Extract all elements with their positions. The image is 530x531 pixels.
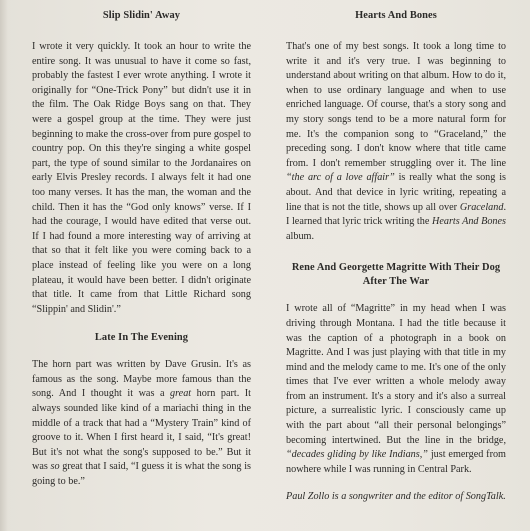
body-text: great that I said, “I guess it is what the song is going to be.”: [32, 461, 251, 488]
article-body-slip-slidin-away: I wrote it very quickly. It took an hour to write the entire song. It was unusual to have it come so fast, probably the fastest I ever wrote anything. I wrote it originally for “One-Trick Pony” but didn't use it in the film. The Oak Ridge Boys sang on that. They were a gospel group at the time. They were just beginning to make the cross-over from pure gospel to country pop. On this they're singing a white gospel part, the type of sound similar to the Jordanaires on early Elvis Presley records. I always felt it had one too many verses. It has the man, the woman and the child. Then it has the “God only knows” verse. If I had the courage, I would have edited that verse out. If I had found a more interesting way of arriving at that so that it felt like you were coming back to a place instead of feeling like you were on a long plateau, it would have been better. I didn't originate that title. It came from that Little Richard song “Slippin' and Slidin'.”: [32, 41, 251, 315]
body-text: album.: [286, 230, 315, 242]
emphasis-text: “the arc of a love affair”: [286, 172, 395, 184]
article-body-hearts-and-bones: [286, 40, 506, 244]
body-text: horn part. It always sounded like kind of a mariachi thing in the middle of a track that had a “Mystery Train” kind of groove to it. When I first heard it, I said, “It's great! But it's not what the song's supposed to be.” But it was: [32, 388, 251, 473]
body-text: . I learned that lyric trick writing the: [286, 201, 506, 228]
left-column: [32, 0, 251, 490]
emphasis-text: so: [50, 461, 60, 473]
article-body-late-in-the-evening: [32, 358, 251, 489]
body-text: That's one of my best songs. It took a long time to write it and it's very true. I was beginning to understand about writing on that album. How to do it, when to use ordinary language and when to use enriched language. Of course, that's a story song and my story songs tend to be a more natural form for me. It's the companion song to “Graceland,” the preceding song. I don't know where that title came from. I don't remember struggling over it. The line: [286, 41, 506, 169]
right-column: [286, 0, 506, 505]
body-text: I wrote all of “Magritte” in my head when I was driving through Montana. I had the title because it was the caption of a photograph in a book on Magritte. And I was just playing with that title in my mind and the melody came to me. It's one of the only times that I've ever written a whole melody away from an instrument. It's a story and it's also a surreal picture, a surrealistic lyric. I consciously came up with the part about “all their personal belongings” becoming intertwined. But the line in the bridge,: [286, 303, 506, 446]
article-body-rene-and-georgette-magritte: [286, 302, 506, 477]
emphasis-text: Graceland: [459, 201, 504, 213]
article-title-slip-slidin-away: Slip Slidin' Away: [102, 10, 181, 21]
body-text: is really what the song is about. And that device in lyric writing, repeating a line that is not the title, shows up all over: [286, 172, 506, 213]
emphasis-text: great: [170, 388, 192, 400]
article-title-late-in-the-evening: Late In The Evening: [94, 332, 189, 344]
emphasis-text: Hearts And Bones: [431, 216, 506, 228]
page-spine-shadow: [0, 0, 8, 531]
body-text: The horn part was written by Dave Grusin. It's as famous as the song. Maybe more famous than the song. And I thought it was a: [32, 359, 251, 400]
body-text: just emerged from nowhere while I was running in Central Park.: [286, 449, 506, 475]
article-title-hearts-and-bones: Hearts And Bones: [355, 10, 437, 21]
article-title-rene-and-georgette-magritte: Rene And Georgette Magritte With Their Dog After The War: [291, 262, 501, 288]
emphasis-text: “decades gliding by like Indians,”: [286, 449, 428, 461]
author-credit: Paul Zollo is a songwriter and the editor of SongTalk.: [286, 491, 506, 503]
